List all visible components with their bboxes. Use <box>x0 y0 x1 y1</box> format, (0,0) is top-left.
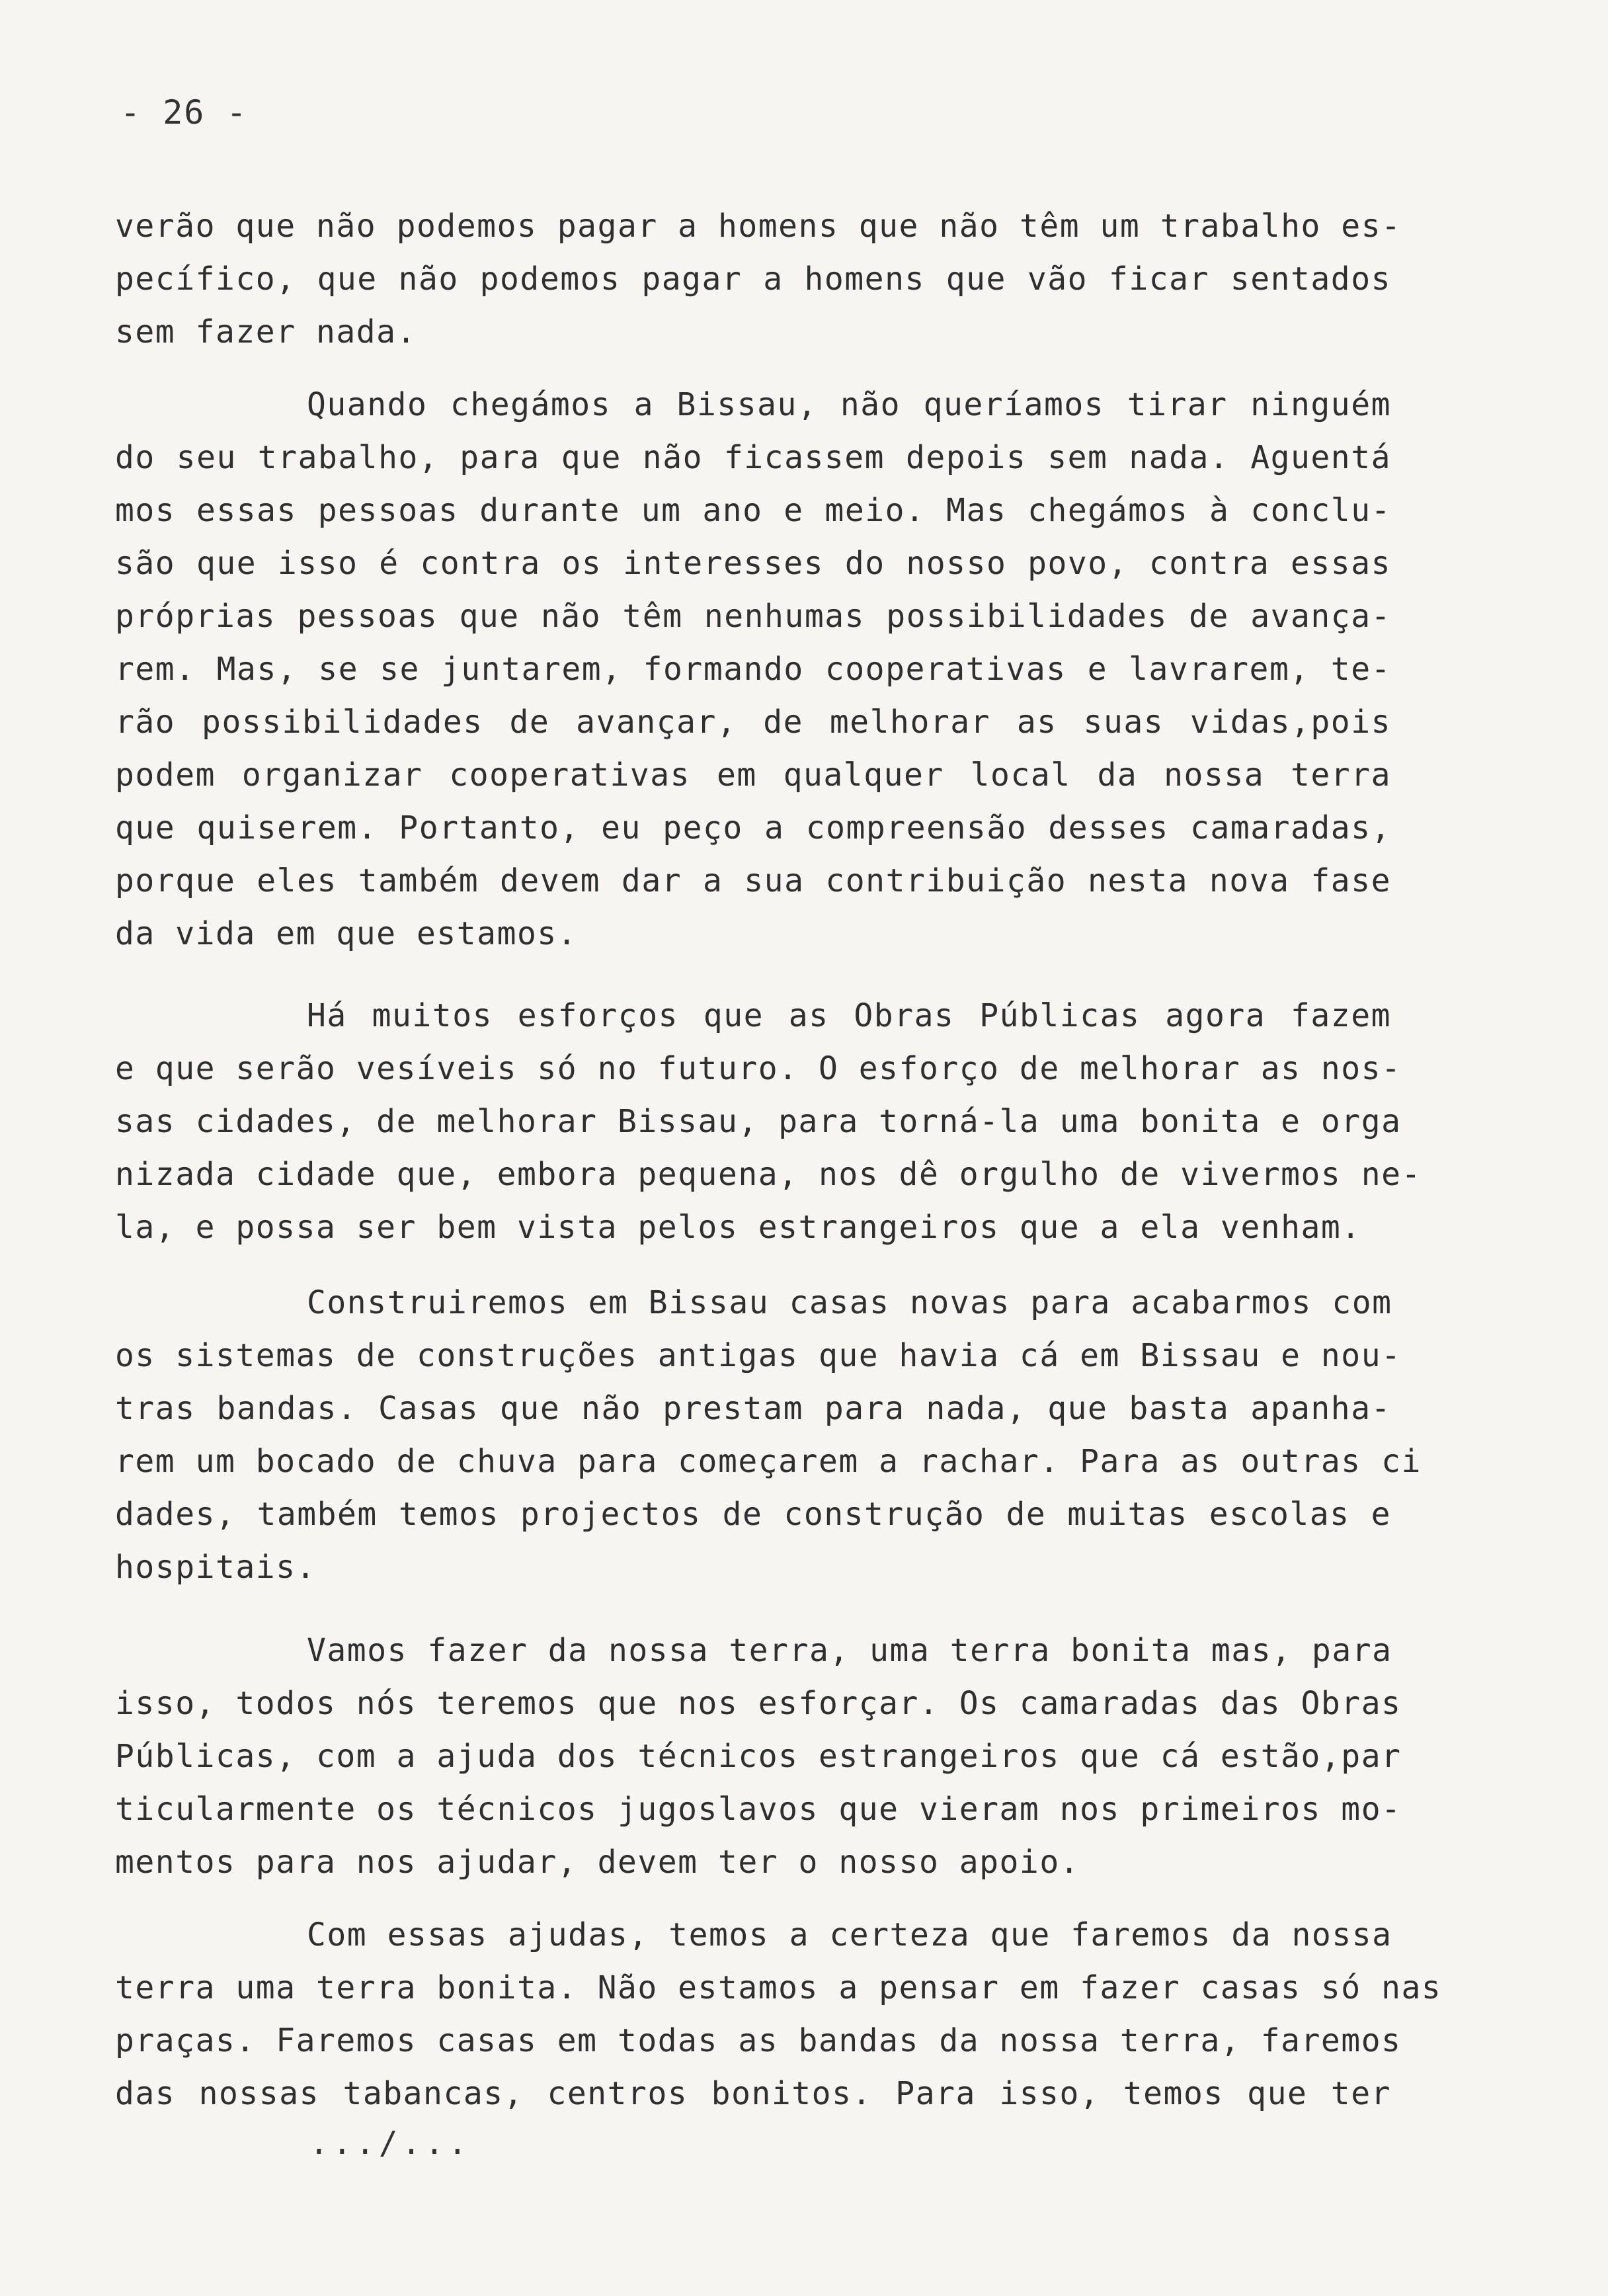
text-line: podem organizar cooperativas em qualquer local da nossa terra <box>115 757 1391 794</box>
text-line: verão que não podemos pagar a homens que não têm um trabalho es- <box>115 208 1402 245</box>
text-line: que quiserem. Portanto, eu peço a compreensão desses camaradas, <box>115 809 1391 846</box>
paragraph-5 <box>115 1624 1402 1889</box>
text-line: próprias pessoas que não têm nenhumas possibilidades de avança- <box>115 598 1391 635</box>
text-line: e que serão vesíveis só no futuro. O esforço de melhorar as nos- <box>115 1050 1402 1087</box>
text-line: Com essas ajudas, temos a certeza que faremos da nossa <box>307 1916 1392 1953</box>
text-line: mentos para nos ajudar, devem ter o nosso apoio. <box>115 1844 1080 1881</box>
paragraph-2 <box>115 378 1391 960</box>
text-line: Quando chegámos a Bissau, não queríamos tirar ninguém <box>307 386 1391 423</box>
text-line: são que isso é contra os interesses do nosso povo, contra essas <box>115 545 1391 582</box>
text-line: hospitais. <box>115 1549 316 1586</box>
text-line: praças. Faremos casas em todas as bandas da nossa terra, faremos <box>115 2022 1402 2059</box>
text-line: Públicas, com a ajuda dos técnicos estrangeiros que cá estão,par <box>115 1738 1402 1775</box>
paragraph-4 <box>115 1276 1422 1594</box>
paragraph-6 <box>115 1908 1442 2120</box>
text-line: isso, todos nós teremos que nos esforçar. Os camaradas das Obras <box>115 1685 1402 1722</box>
text-line: sas cidades, de melhorar Bissau, para torná-la uma bonita e orga <box>115 1103 1402 1140</box>
text-line: do seu trabalho, para que não ficassem depois sem nada. Aguentá <box>115 439 1391 476</box>
text-line: Há muitos esforços que as Obras Públicas agora fazem <box>307 997 1391 1034</box>
text-line: rem um bocado de chuva para começarem a rachar. Para as outras ci <box>115 1443 1422 1480</box>
page-number: - 26 - <box>120 93 248 132</box>
text-line: nizada cidade que, embora pequena, nos dê orgulho de vivermos ne- <box>115 1156 1422 1193</box>
text-line: ticularmente os técnicos jugoslavos que vieram nos primeiros mo- <box>115 1791 1402 1828</box>
text-line: das nossas tabancas, centros bonitos. Para isso, temos que ter <box>115 2075 1391 2112</box>
text-line: os sistemas de construções antigas que havia cá em Bissau e nou- <box>115 1337 1402 1374</box>
text-line: porque eles também devem dar a sua contribuição nesta nova fase <box>115 862 1391 899</box>
text-line: dades, também temos projectos de construção de muitas escolas e <box>115 1496 1391 1533</box>
text-line: pecífico, que não podemos pagar a homens que vão ficar sentados <box>115 261 1391 298</box>
paragraph-1 <box>115 200 1402 358</box>
text-line: Vamos fazer da nossa terra, uma terra bonita mas, para <box>307 1632 1392 1669</box>
paragraph-3 <box>115 989 1422 1254</box>
text-line: rem. Mas, se se juntarem, formando cooperativas e lavrarem, te- <box>115 651 1391 688</box>
text-line: rão possibilidades de avançar, de melhorar as suas vidas,pois <box>115 704 1391 741</box>
text-line: sem fazer nada. <box>115 313 417 350</box>
text-line: la, e possa ser bem vista pelos estrangeiros que a ela venham. <box>115 1209 1361 1246</box>
text-line: mos essas pessoas durante um ano e meio. Mas chegámos à conclu- <box>115 492 1391 529</box>
continuation-mark: .../... <box>309 2125 471 2162</box>
text-line: Construiremos em Bissau casas novas para acabarmos com <box>307 1284 1392 1321</box>
text-line: terra uma terra bonita. Não estamos a pensar em fazer casas só nas <box>115 1969 1442 2006</box>
text-line: da vida em que estamos. <box>115 915 578 952</box>
text-line: tras bandas. Casas que não prestam para nada, que basta apanha- <box>115 1390 1391 1427</box>
